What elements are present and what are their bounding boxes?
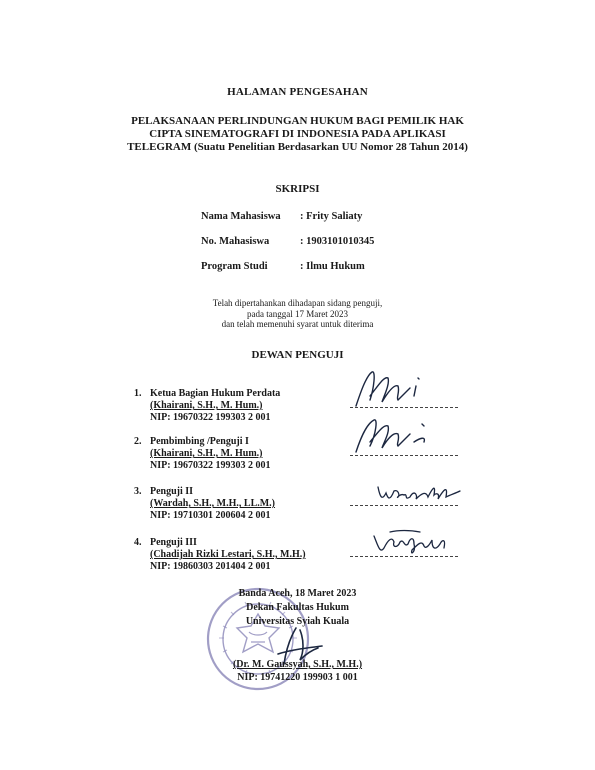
student-name-label: Nama Mahasiswa [201, 211, 281, 222]
title-line: CIPTA SINEMATOGRAFI DI INDONESIA PADA APLIKASI [149, 128, 446, 140]
signature-icon [374, 475, 470, 509]
defense-line: pada tanggal 17 Maret 2023 [247, 308, 348, 319]
signature-icon [350, 412, 440, 458]
signature-icon [348, 366, 438, 412]
title-line: TELEGRAM (Suatu Penelitian Berdasarkan UU Nomor 28 Tahun 2014) [127, 141, 468, 153]
study-program-value: : Ilmu Hukum [300, 261, 365, 272]
study-program-label: Program Studi [201, 261, 268, 272]
defense-statement [0, 298, 595, 330]
member-name: (Chadijah Rizki Lestari, S.H., M.H.) [150, 549, 306, 560]
title-line: PELAKSANAAN PERLINDUNGAN HUKUM BAGI PEMILIK HAK [131, 115, 464, 127]
dean-position: Dekan Fakultas Hukum [246, 602, 349, 613]
dean-nip: NIP: 19741220 199903 1 001 [237, 672, 358, 683]
board-title: DEWAN PENGUJI [251, 349, 344, 361]
member-role: Ketua Bagian Hukum Perdata [150, 388, 281, 399]
student-id-label: No. Mahasiswa [201, 236, 270, 247]
member-number: 2. [134, 436, 142, 447]
member-number: 3. [134, 486, 142, 497]
member-nip: NIP: 19670322 199303 2 001 [150, 460, 271, 471]
signature-icon [370, 526, 460, 562]
member-number: 4. [134, 537, 142, 548]
defense-line: dan telah memenuhi syarat untuk diterima [221, 319, 374, 329]
member-role: Penguji III [150, 537, 197, 548]
student-id-value: : 1903101010345 [300, 236, 375, 247]
defense-line: Telah dipertahankan dihadapan sidang penguji, [212, 298, 383, 308]
dean-place-date: Banda Aceh, 18 Maret 2023 [238, 588, 357, 599]
page-heading: HALAMAN PENGESAHAN [227, 86, 368, 98]
student-name-value: : Frity Saliaty [300, 211, 363, 222]
document-type: SKRIPSI [275, 183, 320, 195]
member-number: 1. [134, 388, 142, 399]
dean-name: (Dr. M. Gaussyah, S.H., M.H.) [232, 659, 363, 670]
thesis-title [0, 115, 595, 154]
member-nip: NIP: 19860303 201404 2 001 [150, 561, 271, 572]
member-name: (Khairani, S.H., M. Hum.) [150, 400, 263, 411]
member-name: (Khairani, S.H., M. Hum.) [150, 448, 263, 459]
member-nip: NIP: 19670322 199303 2 001 [150, 412, 271, 423]
member-role: Pembimbing /Penguji I [150, 436, 249, 447]
dean-university: Universitas Syiah Kuala [245, 616, 350, 627]
member-name: (Wardah, S.H., M.H., LL.M.) [150, 498, 276, 509]
member-role: Penguji II [150, 486, 194, 497]
member-nip: NIP: 19710301 200604 2 001 [150, 510, 271, 521]
